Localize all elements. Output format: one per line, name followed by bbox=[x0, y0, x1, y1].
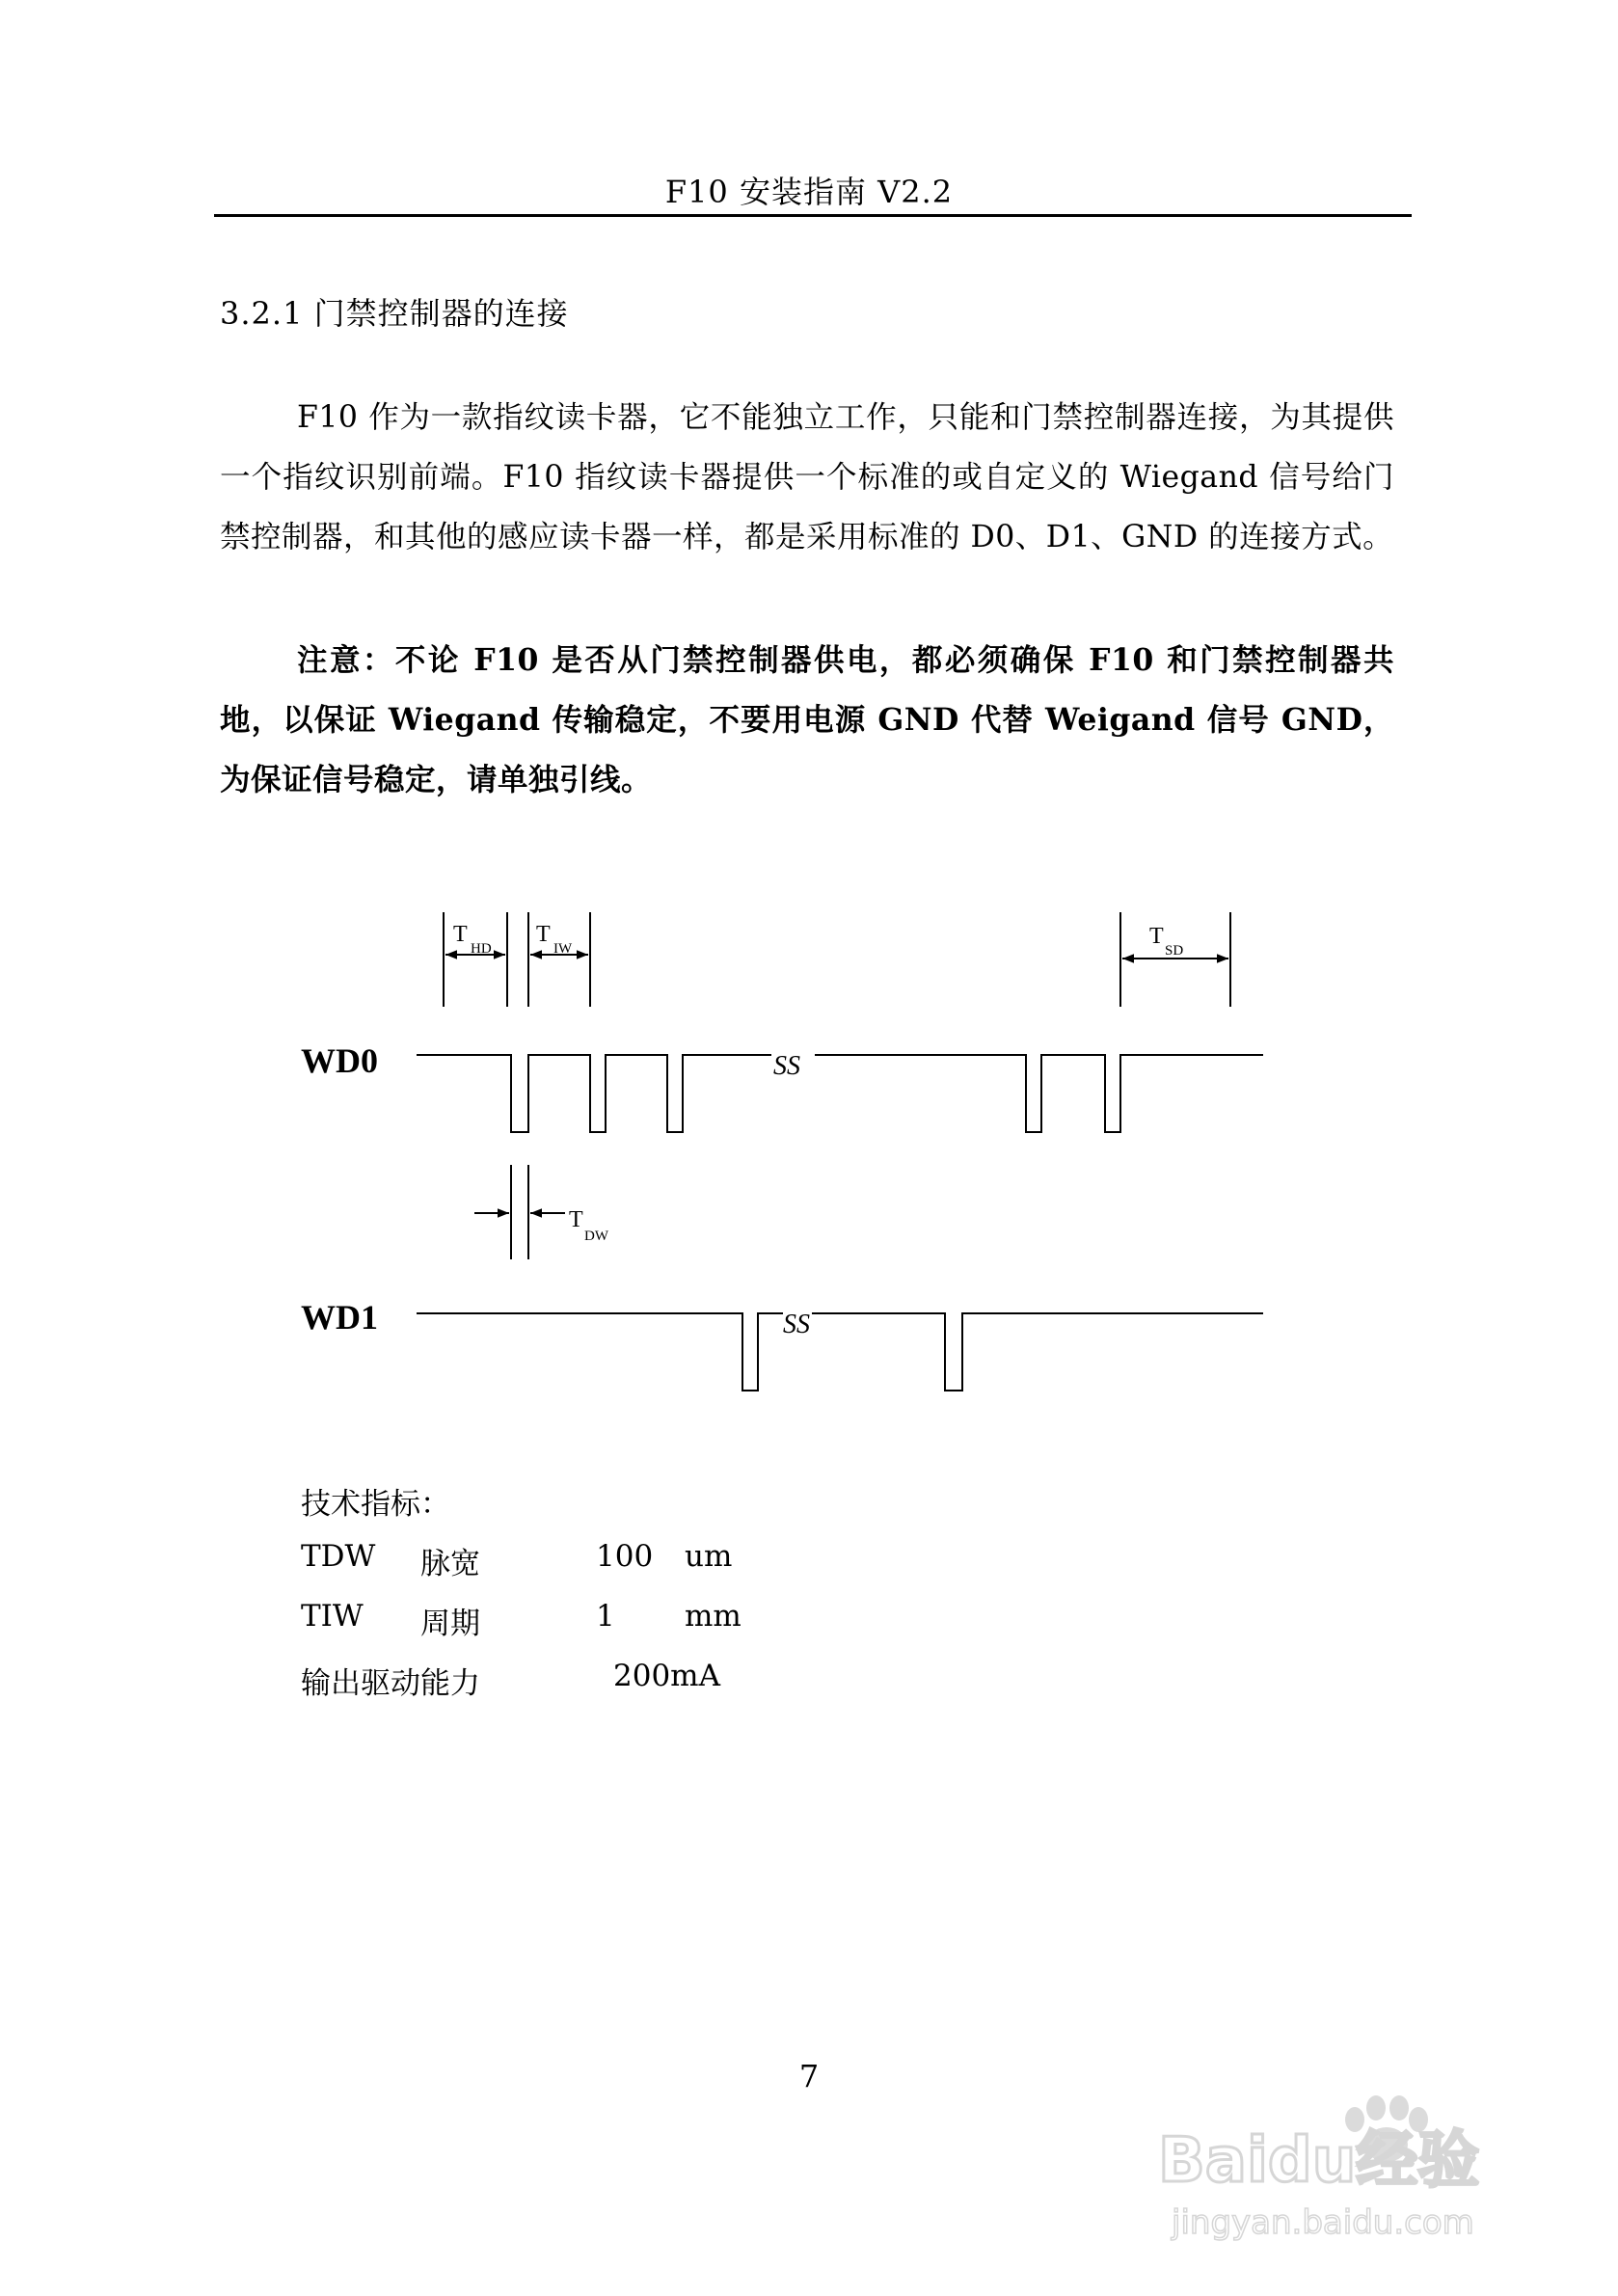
wd1-line-b bbox=[812, 1313, 1263, 1391]
tsd-label: T bbox=[1149, 924, 1164, 949]
spec-row-tiw bbox=[301, 1599, 976, 1647]
spec-name: TIW bbox=[301, 1599, 364, 1634]
header-title: F10 安装指南 V2.2 bbox=[664, 174, 954, 210]
page-number: 7 bbox=[798, 2058, 820, 2094]
drive-label: 输出驱动能力 bbox=[301, 1666, 480, 1701]
wd1-line-a bbox=[417, 1313, 783, 1391]
tiw-label: T bbox=[536, 922, 551, 947]
spec-row-tdw bbox=[301, 1539, 976, 1587]
tdw-sub: DW bbox=[584, 1229, 608, 1244]
spec-value: 1 bbox=[596, 1599, 615, 1634]
paragraph-intro: F10 作为一款指纹读卡器，它不能独立工作，只能和门禁控制器连接，为其提供一个指纹识别前端。F10 指纹读卡器提供一个标准的或自定义的 Wiegand 信号给门禁控制器，和其他的感应读卡器一样，都是采用标准的 D0、D1、GND 的连接方式。 bbox=[220, 400, 1394, 554]
wd0-waveform bbox=[417, 1055, 1263, 1132]
spec-desc: 周期 bbox=[420, 1607, 480, 1641]
spec-desc: 脉宽 bbox=[420, 1547, 480, 1581]
thd-label: T bbox=[453, 922, 468, 947]
watermark-url: jingyan.baidu.com bbox=[1172, 2203, 1474, 2242]
tsd-sub: SD bbox=[1165, 943, 1184, 959]
spec-row-drive bbox=[301, 1659, 976, 1707]
spec-unit: um bbox=[685, 1539, 733, 1574]
note-text: 不论 F10 是否从门禁控制器供电，都必须确保 F10 和门禁控制器共地，以保证 Wiegand 传输稳定，不要用电源 GND 代替 Weigand 信号 GND，为保证信号稳定，请单独引线。 bbox=[220, 642, 1394, 797]
wd0-gap-label: SS bbox=[773, 1051, 800, 1081]
tdw-dimension bbox=[474, 1165, 565, 1259]
tiw-sub: IW bbox=[553, 941, 573, 957]
tdw-label: T bbox=[569, 1207, 583, 1232]
note-label: 注意： bbox=[297, 642, 395, 678]
section-heading: 3.2.1 门禁控制器的连接 bbox=[220, 295, 569, 332]
baidu-watermark bbox=[1152, 2064, 1577, 2256]
spec-title: 技术指标： bbox=[301, 1487, 450, 1522]
wiegand-timing-diagram bbox=[0, 868, 1618, 1408]
header-rule bbox=[214, 214, 1412, 217]
tsd-dimension bbox=[1120, 912, 1230, 1007]
wd0-line-a bbox=[417, 1055, 771, 1132]
signal-label-wd0: WD0 bbox=[301, 1041, 378, 1080]
spec-name: TDW bbox=[301, 1539, 376, 1574]
spec-value: 100 bbox=[596, 1539, 654, 1574]
spec-unit: mm bbox=[685, 1599, 742, 1634]
watermark-brand: Baidu经验 bbox=[1158, 2125, 1480, 2197]
wd1-gap-label: SS bbox=[783, 1310, 810, 1339]
paragraph-note bbox=[220, 631, 1394, 810]
wd0-line-b bbox=[815, 1055, 1263, 1132]
wd1-waveform bbox=[417, 1313, 1263, 1391]
drive-value: 200mA bbox=[613, 1659, 720, 1693]
signal-label-wd1: WD1 bbox=[301, 1298, 378, 1337]
thd-sub: HD bbox=[471, 941, 492, 957]
